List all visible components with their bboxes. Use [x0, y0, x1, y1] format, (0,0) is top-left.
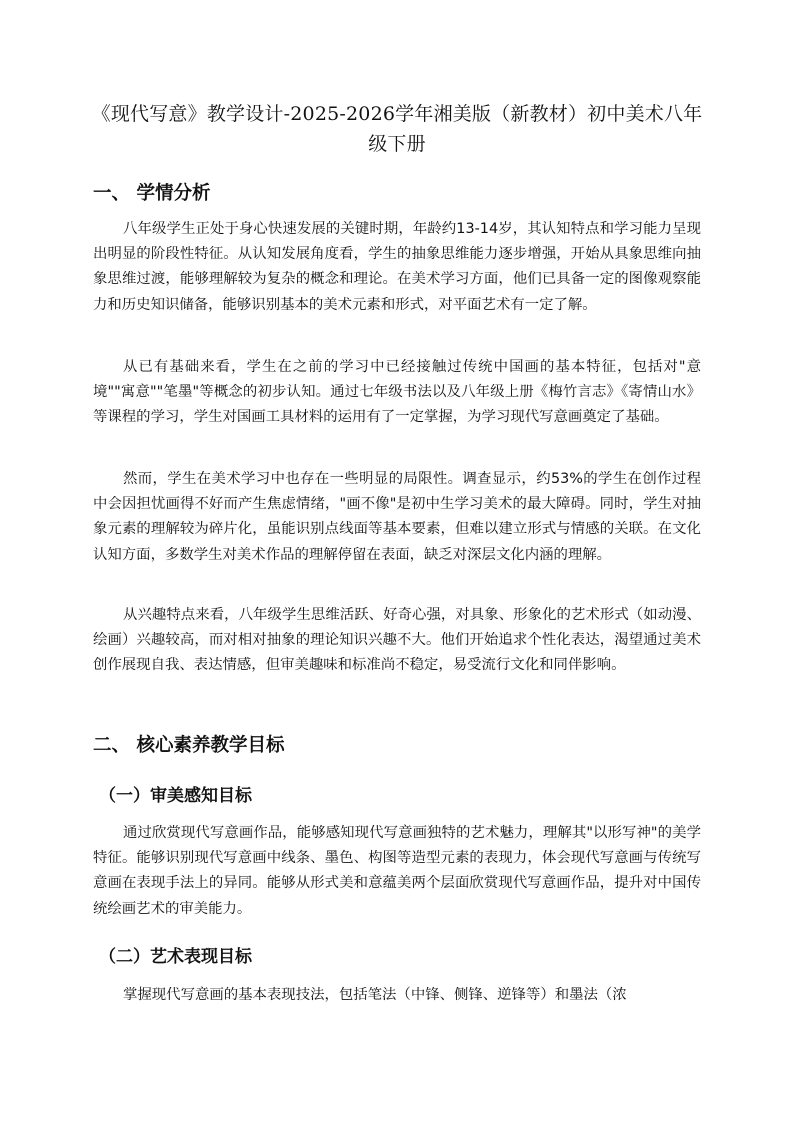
paragraph-prior-knowledge: 从已有基础来看，学生在之前的学习中已经接触过传统中国画的基本特征，包括对"意境""寓意""笔墨"等概念的初步认知。通过七年级书法以及八年级上册《梅竹言志》《寄情山水》等课程的学习，学生对国画工具材料的运用有了一定掌握，为学习现代写意画奠定了基础。 [93, 359, 701, 426]
subsection-heading-artistic-expression: （二）艺术表现目标 [99, 947, 252, 967]
section-heading-core-objectives: 二、 核心素养教学目标 [93, 735, 285, 756]
paragraph-aesthetic-perception: 通过欣赏现代写意画作品，能够感知现代写意画独特的艺术魅力，理解其"以形写神"的美学特征。能够识别现代写意画中线条、墨色、构图等造型元素的表现力，体会现代写意画与传统写意画在表现手法上的异同。能够从形式美和意蕴美两个层面欣赏现代写意画作品，提升对中国传统绘画艺术的审美能力。 [93, 825, 701, 917]
subsection-heading-aesthetic-perception: （一）审美感知目标 [99, 786, 252, 806]
paragraph-cognitive-features: 八年级学生正处于身心快速发展的关键时期，年龄约13-14岁，其认知特点和学习能力呈现出明显的阶段性特征。从认知发展角度看，学生的抽象思维能力逐步增强，开始从具象思维向抽象思维过渡，能够理解较为复杂的概念和理论。在美术学习方面，他们已具备一定的图像观察能力和历史知识储备，能够识别基本的美术元素和形式，对平面艺术有一定了解。 [93, 221, 701, 313]
paragraph-artistic-expression: 掌握现代写意画的基本表现技法，包括笔法（中锋、侧锋、逆锋等）和墨法（浓 [123, 987, 627, 1003]
paragraph-limitations: 然而，学生在美术学习中也存在一些明显的局限性。调查显示，约53%的学生在创作过程中会因担忧画得不好而产生焦虑情绪，"画不像"是初中生学习美术的最大障碍。同时，学生对抽象元素的理解较为碎片化，虽能识别点线面等基本要素，但难以建立形式与情感的关联。在文化认知方面，多数学生对美术作品的理解停留在表面，缺乏对深层文化内涵的理解。 [93, 471, 701, 563]
document-title: 《现代写意》教学设计-2025-2026学年湘美版（新教材）初中美术八年级下册 [91, 103, 703, 155]
paragraph-interests: 从兴趣特点来看，八年级学生思维活跃、好奇心强，对具象、形象化的艺术形式（如动漫、绘画）兴趣较高，而对相对抽象的理论知识兴趣不大。他们开始追求个性化表达，渴望通过美术创作展现自我、表达情感，但审美趣味和标准尚不稳定，易受流行文化和同伴影响。 [93, 607, 701, 674]
section-heading-learning-analysis: 一、 学情分析 [93, 183, 211, 204]
